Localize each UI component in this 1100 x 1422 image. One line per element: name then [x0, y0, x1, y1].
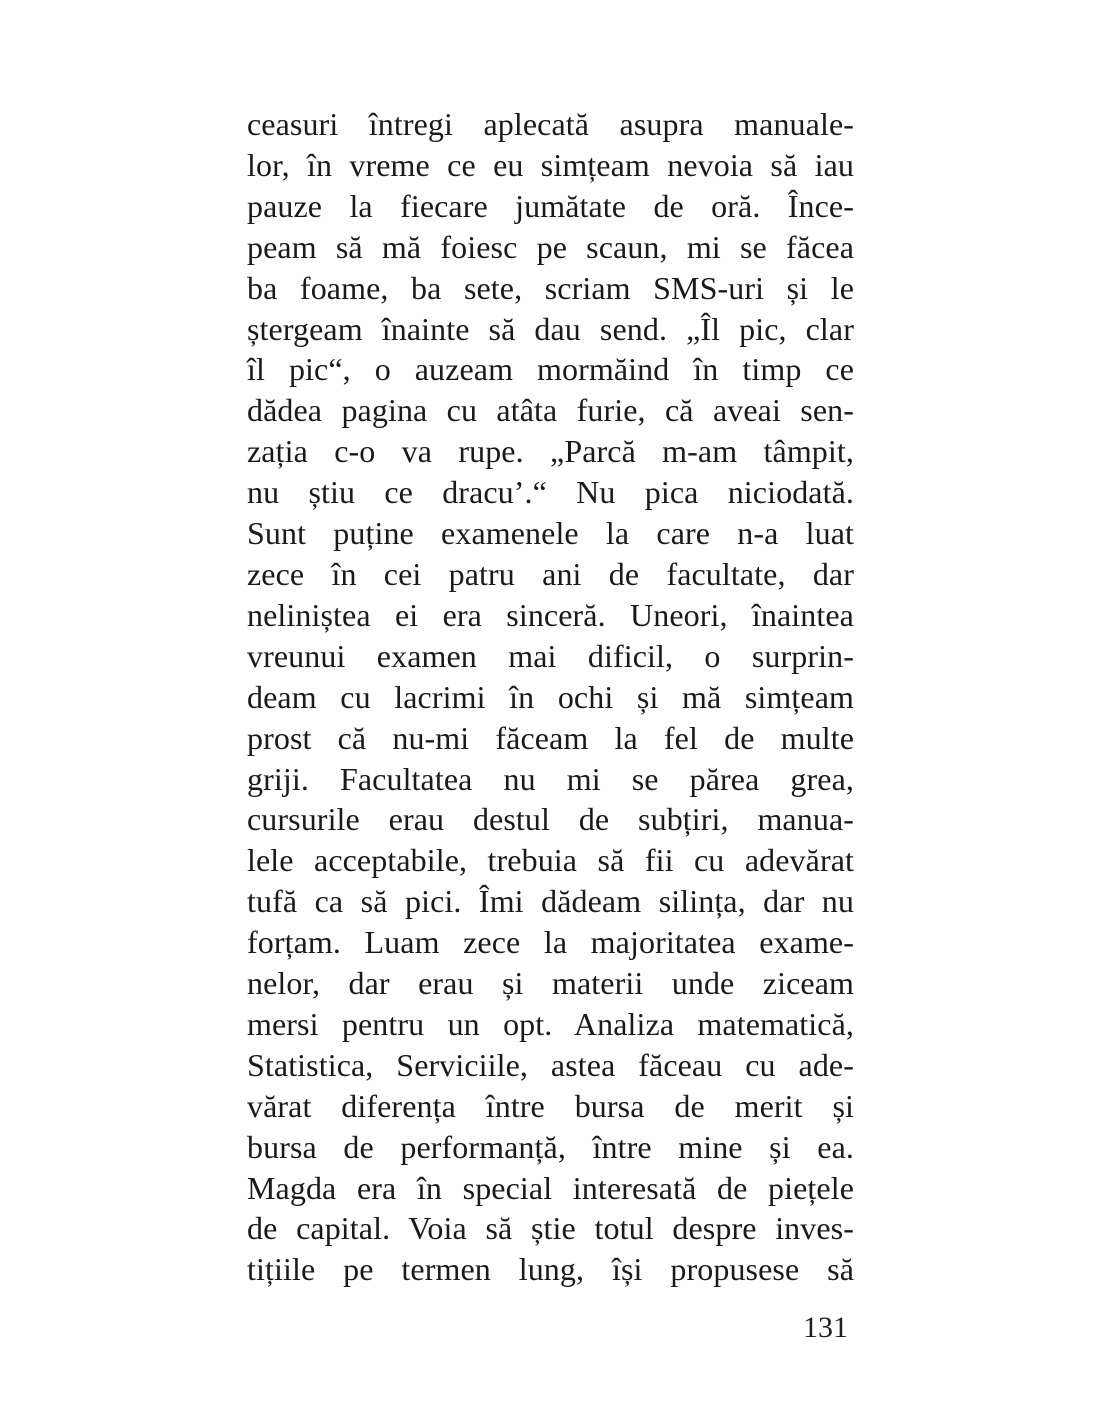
text-line: Magda era în special interesată de piețele: [247, 1169, 854, 1206]
text-line: griji. Facultatea nu mi se părea grea,: [247, 760, 854, 797]
text-line: prost că nu-mi făceam la fel de multe: [247, 719, 854, 756]
text-line: cursurile erau destul de subțiri, manua-: [247, 801, 854, 838]
text-line: bursa de performanță, între mine și ea.: [247, 1128, 854, 1165]
text-line: zece în cei patru ani de facultate, dar: [247, 555, 854, 592]
text-line: peam să mă foiesc pe scaun, mi se făcea: [247, 228, 854, 265]
text-line: nelor, dar erau și materii unde ziceam: [247, 965, 854, 1002]
text-line: de capital. Voia să știe totul despre inves-: [247, 1210, 854, 1247]
text-line: pauze la fiecare jumătate de oră. Înce-: [247, 187, 854, 224]
text-line: neliniștea ei era sinceră. Uneori, înaintea: [247, 596, 854, 633]
page-number: 131: [803, 1311, 848, 1344]
text-line: îl pic“, o auzeam mormăind în timp ce: [247, 351, 854, 388]
text-line: ba foame, ba sete, scriam SMS-uri și le: [247, 269, 854, 306]
text-line: nu știu ce dracu’.“ Nu pica niciodată.: [247, 474, 854, 511]
text-line: Statistica, Serviciile, astea făceau cu ade-: [247, 1046, 854, 1083]
text-line: zația c-o va rupe. „Parcă m-am tâmpit,: [247, 433, 854, 470]
text-line: ceasuri întregi aplecată asupra manuale-: [247, 106, 854, 142]
text-line: lor, în vreme ce eu simțeam nevoia să iau: [247, 146, 854, 183]
text-line: forțam. Luam zece la majoritatea exame-: [247, 924, 854, 961]
text-line: Sunt puține examenele la care n-a luat: [247, 515, 854, 552]
text-line: lele acceptabile, trebuia să fii cu adevărat: [247, 842, 854, 879]
text-line: mersi pentru un opt. Analiza matematică,: [247, 1005, 854, 1042]
text-line: dădea pagina cu atâta furie, că aveai sen-: [247, 392, 854, 429]
text-line: tițiile pe termen lung, își propusese să: [247, 1251, 854, 1288]
text-block: [247, 104, 854, 1290]
text-line: deam cu lacrimi în ochi și mă simțeam: [247, 678, 854, 715]
text-line: vărat diferența între bursa de merit și: [247, 1087, 854, 1124]
text-line: vreunui examen mai dificil, o surprin-: [247, 637, 854, 674]
text-line: ștergeam înainte să dau send. „Îl pic, clar: [247, 310, 854, 347]
text-line: tufă ca să pici. Îmi dădeam silința, dar nu: [247, 883, 854, 920]
